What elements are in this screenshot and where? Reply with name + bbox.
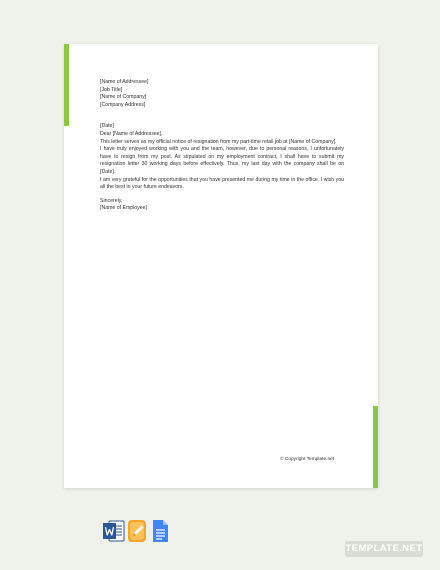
- google-docs-icon[interactable]: [149, 518, 171, 544]
- signature: [Name of Employee]: [100, 205, 147, 212]
- salutation: Dear [Name of Addressee],: [100, 130, 163, 137]
- addressee-address: [Company Address]: [100, 101, 146, 108]
- pages-icon[interactable]: [126, 518, 148, 544]
- paragraph-2: I have truly enjoyed working with you and the team, however, due to personal reasons, I unfortunately have to resign from my post. As stipulated on my employment contract, I shall have to submit my resignation letter 30 working days before effectively. Thus, my last day with the company shall be on [Date].: [100, 146, 344, 175]
- paragraph-1: This letter serves as my official notice of resignation from my part-time retail job at [Name of Company].: [100, 138, 337, 145]
- closing: Sincerely,: [100, 197, 123, 204]
- addressee-block: [100, 79, 344, 109]
- template-net-logo: TEMPLATE.NET: [345, 541, 423, 557]
- accent-bar-top: [64, 44, 69, 126]
- addressee-name: [Name of Addressee]: [100, 79, 149, 85]
- letter-date: [Date]: [100, 123, 114, 130]
- copyright-text: © Copyright Template.net: [280, 457, 335, 462]
- paragraph-3: I am very grateful for the opportunities that you have presented me during my time in the office. I wish you all the best in your future endeavors.: [100, 176, 344, 191]
- addressee-company: [Name of Company]: [100, 94, 147, 101]
- word-icon[interactable]: [103, 518, 125, 544]
- addressee-job-title: [Job Title]: [100, 86, 123, 93]
- accent-bar-bottom: [373, 406, 378, 488]
- letter-body: [100, 79, 344, 213]
